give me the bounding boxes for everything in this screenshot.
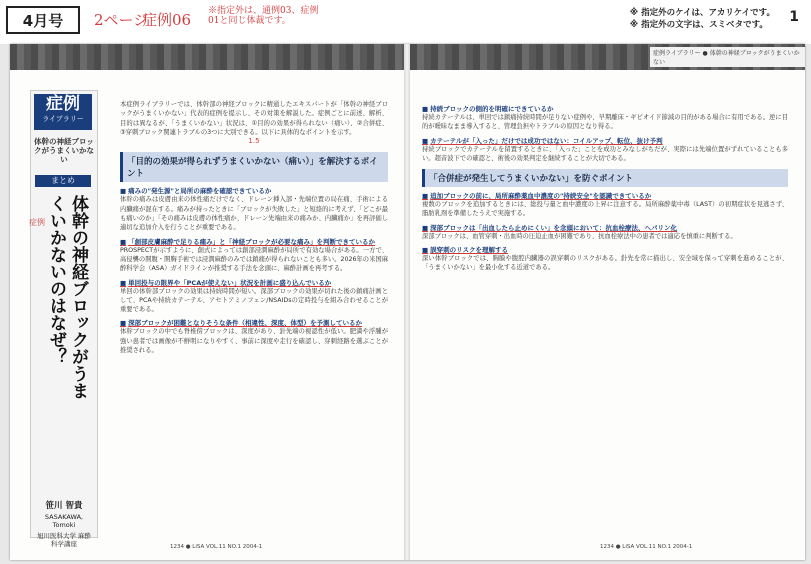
- paragraph-misplacement: 深い体幹ブロックでは、胸膜や腹腔内臓器の誤穿刺のリスクがある。針先を常に描出し、安全域を保って穿刺を進めることが、「うまくいかない」を最小化する近道である。: [422, 255, 788, 272]
- proof-notes: [630, 7, 775, 31]
- proof-header: [0, 0, 811, 44]
- paragraph-bleeding: 深部ブロックは、血管穿刺・出血時の圧迫止血が困難であり、抗血栓療法中の患者では適応を慎重に判断する。: [422, 232, 737, 240]
- main-title: 体幹の神経ブロックがうまくいかないのはなぜ？: [46, 195, 88, 399]
- matome-label: まとめ: [35, 175, 91, 187]
- right-column: [422, 100, 788, 273]
- subheading-single-shot: ■ 単回投与の限界や「PCAが使えない」状況を計画に盛り込んでいるか: [120, 278, 388, 287]
- right-footer: 1234 ● LiSA VOL.11 NO.1 2004-1: [600, 544, 693, 550]
- author-block: [35, 499, 93, 548]
- subheading-last: ■ 追加ブロックの前に、局所麻酔薬血中濃度の"持続安全"を認識できているか: [422, 191, 788, 200]
- author-roman: SASAKAWA, Tomoki: [44, 513, 84, 529]
- paragraph-deep-block: 体幹ブロックの中でも脊椎傍ブロックは、深度があり、針先端の視認性が低い。肥満や浮腫が強い患者では画像が不鮮明になりやすく、事前に深度や走行を確認し、穿刺経路を選ぶことが推奨される。: [120, 328, 388, 355]
- sidebar: [29, 90, 98, 548]
- subheading-catheter: ■ カテーテルが「入った」だけでは成功ではない：コイルアップ、転位、抜け予判: [422, 136, 788, 145]
- running-head: 症例ライブラリー ● 体幹の神経ブロックがうまくいかない: [650, 47, 805, 67]
- intro-paragraph: 本症例ライブラリーでは、体幹部の神経ブロックに精通したエキスパートが「体幹の神経ブロックがうまくいかない」代表的症例を提示し、その対策を解説した。症例ごとに前述、解析、目的は異なるが、「うまくいかない」状況は、①目的の効果が得られない（痛い）、②合併症、③穿刺ブロック関連トラブルの3つに大別できる。以下に具体的なポイントを示す。: [120, 101, 388, 136]
- paragraph-continuous: 持続カテーテルは、単回では鎮痛持続時間が足りない症例や、早期離床・ギビオイド節減の目的がある場合に有用である。逆に目的が曖昧なまま導入すると、管理負担やトラブルの原因となり得る。: [422, 114, 788, 131]
- page-spread: [10, 44, 805, 560]
- handwritten-instruction: ※指定外は、通例03、症例01と同じ体裁です。: [208, 6, 319, 26]
- issue-label: 4月号: [6, 6, 80, 34]
- left-column: [120, 100, 388, 355]
- sidebar-title: 症例: [46, 94, 80, 114]
- left-header-band: [10, 44, 404, 70]
- revision-mark: 1.5: [248, 137, 260, 146]
- handwritten-side-note: 症例: [29, 218, 45, 227]
- author-affiliation: 旭川医科大学 麻酔科学講座: [36, 532, 92, 548]
- gutter: [404, 44, 410, 560]
- proof-note-2: ※ 指定外の文字は、スミベタです。: [629, 20, 768, 30]
- subheading-infiltration: ■ 「創部皮膚麻酔で足りる痛み」と「神経ブロックが必要な痛み」を判断できているか: [120, 237, 388, 246]
- subheading-bleeding: ■ 深部ブロックは「出血したら止めにくい」を念頭において：抗血栓療法、ヘパリン化: [422, 223, 788, 232]
- sidebar-banner: [34, 94, 92, 130]
- section-heading-complications: 「合併症が発生してうまくいかない」を防ぐポイント: [422, 169, 788, 187]
- subheading-deep-block: ■ 深部ブロックが困難となりそうな条件（相違性、深度、体型）を予測しているか: [120, 318, 388, 327]
- sidebar-caption: 体幹の神経ブロックがうまくいかない: [34, 137, 94, 164]
- paragraph-single-shot: 単回の体幹部ブロックの効果は持続時間が短い。深部ブロックの効果が切れた後の鎮痛計画として、PCAや持続カテーテル、アセトアミノフェン/NSAIDsの定時投与を組み合わせることが重要である。: [120, 287, 388, 314]
- section-heading-effect: 「目的の効果が得られずうまくいかない（痛い）」を解決するポイント: [120, 152, 388, 182]
- handwritten-page-note: 2ページ: [94, 11, 149, 29]
- paragraph-infiltration: PROSPECTが示すように、創式によっては創部浸潤麻酔が局所で有効な場合がある。一方で、高侵襲の開腹・開胸手術では浸潤麻酔のみでは鎮痛が得られないことも多い。2026年の米国麻酔科学会（ASA）ガイドラインが推奨する手法を念頭に、麻酔計画を再考する。: [120, 246, 388, 273]
- subheading-continuous: ■ 持続ブロックの側的を明確にできているか: [422, 104, 788, 113]
- left-footer: 1234 ● LiSA VOL.11 NO.1 2004-1: [170, 544, 263, 550]
- page-number: 1: [789, 9, 799, 25]
- paragraph-pain-source: 体幹の痛みは皮膚由来の体性痛だけでなく、ドレーン挿入部・先端位置の局在痛、手術による内臓痛が混在する。痛みが持ったときに「ブロックが失敗した」と短絡的に考えず、「どこが最も痛いのか」「その痛みは皮膚の体性痛か、ドレーン先端由来の痛みか、内臓痛か」を再評価し適切な追加介入を行うことが重要である。: [120, 196, 388, 232]
- paragraph-last: 複数のブロックを追加するときには、総投与量と血中濃度の上昇に注意する。局所麻酔薬中毒（LAST）の初期症状を見逃さず、脂肪乳剤を準備したうえで実施する。: [422, 201, 788, 218]
- sidebar-subtitle: ライブラリー: [42, 115, 84, 123]
- proof-note-1: ※ 指定外のケイは、アカリケイです。: [629, 8, 775, 18]
- subheading-pain-source: ■ 痛みの"発生源"と局所の麻酔を確認できているか: [120, 186, 388, 195]
- handwritten-title-note: 症例06: [142, 11, 192, 29]
- subheading-misplacement: ■ 誤穿刺のリスクを理解する: [422, 245, 788, 254]
- author-name: 笹川 智貴: [45, 501, 83, 511]
- paragraph-catheter: 持続ブロックでカテーテルを留置するときに、「入った」ことを成功とみなしがちだが、実際には先端位置がずれていることも多い。超音波下での確認と、術後の効果判定を継続することが大切である。: [422, 145, 788, 162]
